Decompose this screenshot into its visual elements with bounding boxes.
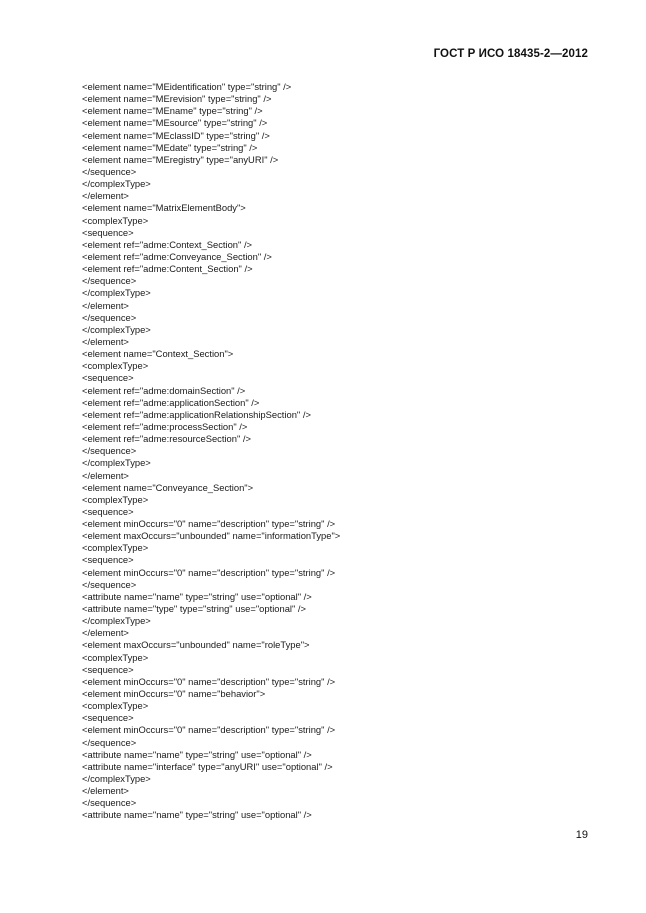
code-line: <element minOccurs="0" name="description" type="string" /> — [82, 566, 336, 578]
code-line: <element maxOccurs="unbounded" name="informationType"> — [82, 530, 341, 542]
code-line: <element name="MEclassID" type="string" /> — [82, 129, 270, 141]
code-line: <attribute name="type" type="string" use="optional" /> — [82, 603, 307, 615]
code-line: <sequence> — [82, 372, 134, 384]
code-line: </sequence> — [82, 736, 137, 748]
code-line: <element name="MEname" type="string" /> — [82, 105, 263, 117]
code-line: </sequence> — [82, 445, 137, 457]
code-line: <element maxOccurs="unbounded" name="roleType"> — [82, 639, 310, 651]
code-line: <complexType> — [82, 651, 149, 663]
code-line: </element> — [82, 190, 129, 202]
code-line: </sequence> — [82, 275, 137, 287]
code-line: <element name="MEregistry" type="anyURI" /> — [82, 153, 279, 165]
code-line: </complexType> — [82, 773, 151, 785]
code-line: <element ref="adme:domainSection" /> — [82, 384, 246, 396]
code-line: </sequence> — [82, 797, 137, 809]
code-line: </element> — [82, 785, 129, 797]
code-line: <element ref="adme:Content_Section" /> — [82, 263, 253, 275]
code-line: <element name="MErevision" type="string" /> — [82, 93, 272, 105]
code-line: <element name="MEidentification" type="string" /> — [82, 81, 292, 92]
document-header: ГОСТ Р ИСО 18435-2—2012 — [433, 48, 588, 60]
code-line: <sequence> — [82, 226, 134, 238]
code-line: <sequence> — [82, 663, 134, 675]
xml-code-listing — [82, 81, 582, 822]
page-number: 19 — [575, 829, 588, 841]
code-line: <element ref="adme:Context_Section" /> — [82, 238, 253, 250]
code-line: <element ref="adme:applicationRelationshipSection" /> — [82, 408, 311, 420]
code-line: <element minOccurs="0" name="behavior"> — [82, 688, 266, 700]
code-line: <element ref="adme:applicationSection" /> — [82, 396, 260, 408]
code-line: <complexType> — [82, 493, 149, 505]
code-line: <sequence> — [82, 505, 134, 517]
code-line: </complexType> — [82, 287, 151, 299]
code-line: <complexType> — [82, 700, 149, 712]
code-line: </complexType> — [82, 457, 151, 469]
code-line: </element> — [82, 627, 129, 639]
code-line: <element name="MEdate" type="string" /> — [82, 141, 258, 153]
code-line: <sequence> — [82, 712, 134, 724]
code-line: </sequence> — [82, 578, 137, 590]
code-line: </sequence> — [82, 311, 137, 323]
code-line: <attribute name="name" type="string" use="optional" /> — [82, 748, 312, 760]
code-line: <element name="MatrixElementBody"> — [82, 202, 246, 214]
code-line: <element ref="adme:resourceSection" /> — [82, 433, 251, 445]
code-line: <attribute name="name" type="string" use="optional" /> — [82, 590, 312, 602]
code-line: <element name="Context_Section"> — [82, 348, 234, 360]
code-line: <attribute name="name" type="string" use="optional" /> — [82, 809, 312, 821]
code-line: <attribute name="interface" type="anyURI" use="optional" /> — [82, 760, 333, 772]
code-line: <element minOccurs="0" name="description" type="string" /> — [82, 724, 336, 736]
code-line: </complexType> — [82, 615, 151, 627]
code-line: </element> — [82, 469, 129, 481]
code-line: </complexType> — [82, 323, 151, 335]
code-line: <element name="MEsource" type="string" /> — [82, 117, 268, 129]
code-line: </element> — [82, 299, 129, 311]
code-line: <complexType> — [82, 214, 149, 226]
code-line: <element minOccurs="0" name="description" type="string" /> — [82, 518, 336, 530]
code-line: </sequence> — [82, 165, 137, 177]
code-line: </element> — [82, 335, 129, 347]
code-line: <sequence> — [82, 554, 134, 566]
code-line: </complexType> — [82, 178, 151, 190]
code-line: <complexType> — [82, 542, 149, 554]
code-line: <complexType> — [82, 360, 149, 372]
code-line: <element ref="adme:processSection" /> — [82, 420, 248, 432]
code-line: <element minOccurs="0" name="description" type="string" /> — [82, 675, 336, 687]
code-line: <element ref="adme:Conveyance_Section" /> — [82, 250, 272, 262]
code-line: <element name="Conveyance_Section"> — [82, 481, 254, 493]
